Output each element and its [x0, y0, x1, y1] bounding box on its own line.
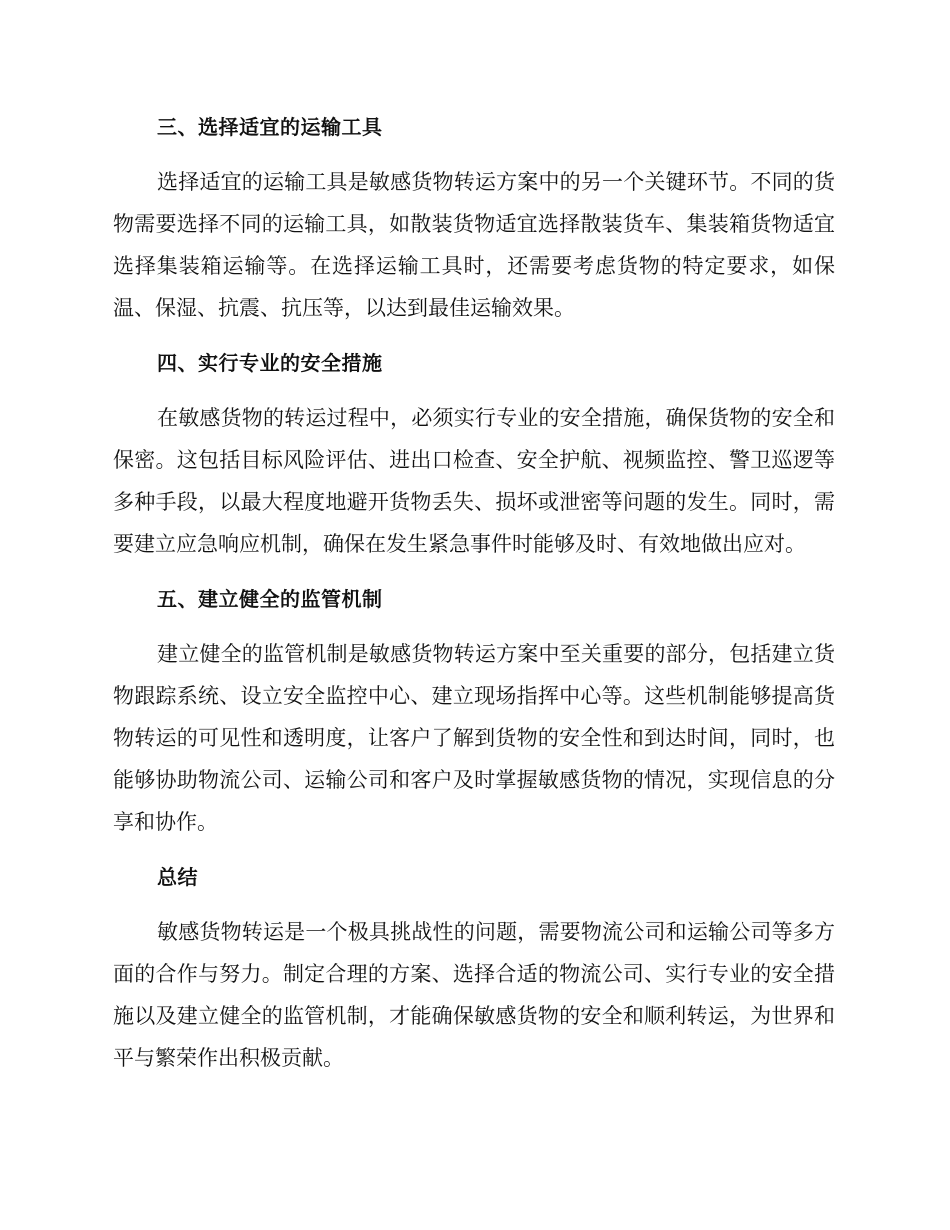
document-page: [113, 106, 835, 1079]
section-heading-safety-measures: 四、实行专业的安全措施: [157, 351, 383, 375]
section-body-summary: 敏感货物转运是一个极具挑战性的问题，需要物流公司和运输公司等多方面的合作与努力。制定合理的方案、选择合适的物流公司、实行专业的安全措施以及建立健全的监管机制，才能确保敏感货物的安全和顺利转运，为世界和平与繁荣作出积极贡献。: [113, 920, 835, 1070]
section-heading-transport-tools: 三、选择适宜的运输工具: [157, 115, 383, 139]
section-body-supervision: 建立健全的监管机制是敏感货物转运方案中至关重要的部分，包括建立货物跟踪系统、设立安全监控中心、建立现场指挥中心等。这些机制能够提高货物转运的可见性和透明度，让客户了解到货物的安全性和到达时间，同时，也能够协助物流公司、运输公司和客户及时掌握敏感货物的情况，实现信息的分享和协作。: [113, 642, 835, 834]
section-body-safety-measures: 在敏感货物的转运过程中，必须实行专业的安全措施，确保货物的安全和保密。这包括目标风险评估、进出口检查、安全护航、视频监控、警卫巡逻等多种手段，以最大程度地避开货物丢失、损坏或泄密等问题的发生。同时，需要建立应急响应机制，确保在发生紧急事件时能够及时、有效地做出应对。: [113, 406, 835, 556]
section-body-transport-tools: 选择适宜的运输工具是敏感货物转运方案中的另一个关键环节。不同的货物需要选择不同的运输工具，如散装货物适宜选择散装货车、集装箱货物适宜选择集装箱运输等。在选择运输工具时，还需要考虑货物的特定要求，如保温、保湿、抗震、抗压等，以达到最佳运输效果。: [113, 170, 835, 320]
section-heading-summary: 总结: [157, 865, 198, 889]
section-heading-supervision: 五、建立健全的监管机制: [157, 587, 383, 611]
